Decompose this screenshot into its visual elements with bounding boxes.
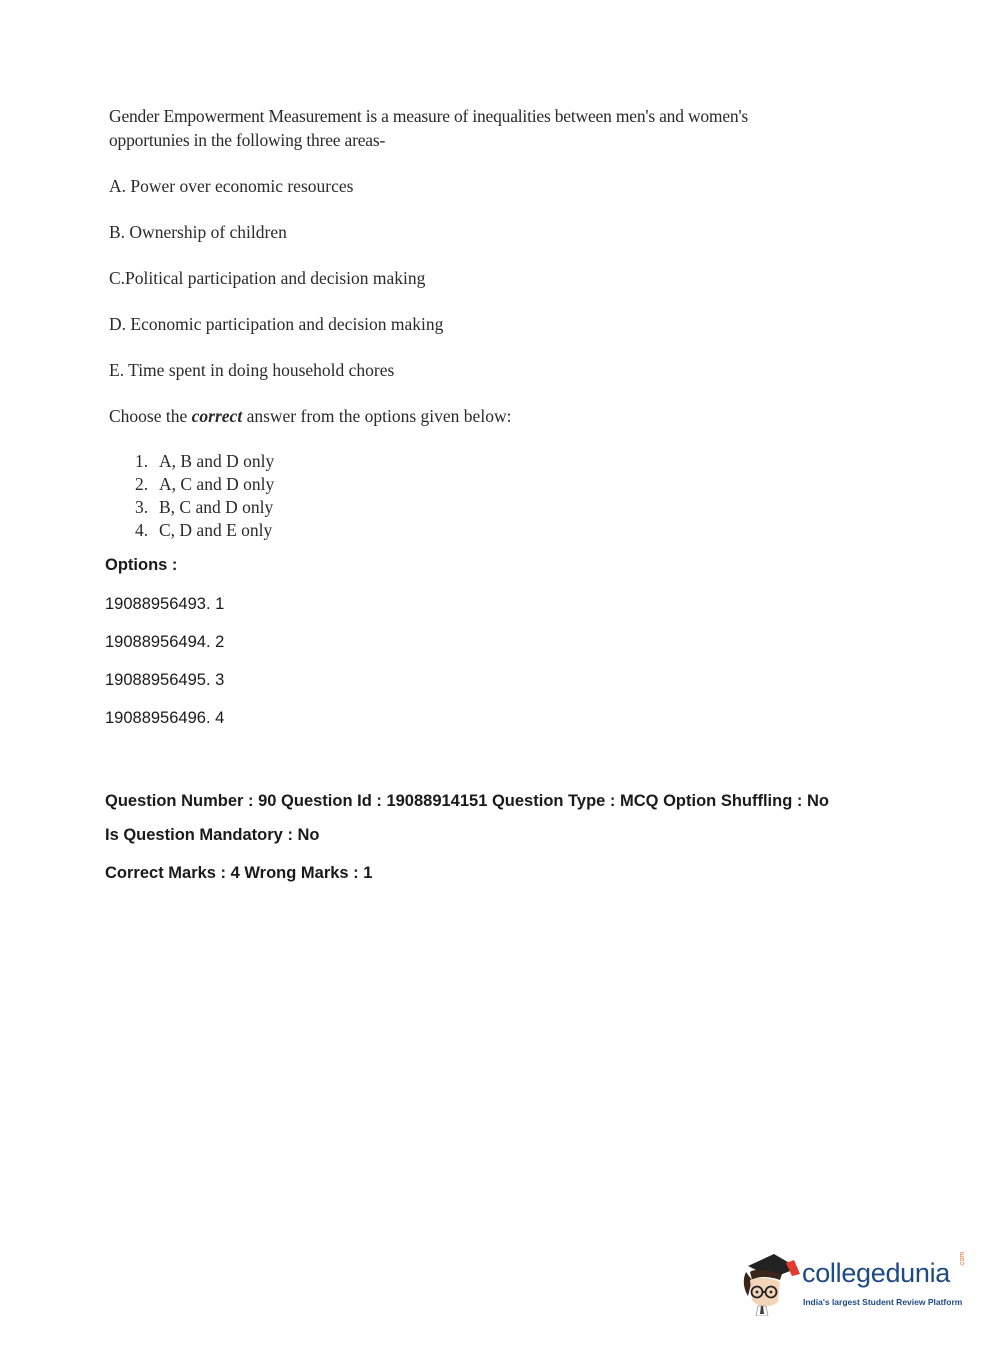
- question-instruction: [109, 404, 749, 428]
- statement-b: B. Ownership of children: [109, 222, 287, 242]
- choice-number: 3.: [135, 497, 149, 517]
- choice-item: [135, 496, 749, 519]
- question-meta-line: Question Number : 90 Question Id : 19088914151 Question Type : MCQ Option Shuffling : No: [105, 792, 829, 810]
- choice-number: 4.: [135, 520, 149, 540]
- choice-list: [135, 450, 749, 542]
- mascot-icon: [740, 1250, 802, 1316]
- instruction-prefix: Choose the: [109, 406, 192, 426]
- option-item-2: 19088956494. 2: [105, 633, 225, 651]
- choice-number: 2.: [135, 474, 149, 494]
- question-mandatory-line: Is Question Mandatory : No: [105, 826, 320, 844]
- choice-item: [135, 519, 749, 542]
- choice-number: 1.: [135, 451, 149, 471]
- statement-e: E. Time spent in doing household chores: [109, 360, 395, 380]
- option-item-4: 19088956496. 4: [105, 709, 225, 727]
- option-item-3: 19088956495. 3: [105, 671, 225, 689]
- logo-wordmark: collegedunia: [802, 1258, 951, 1288]
- choice-text: A, C and D only: [159, 474, 275, 494]
- logo-tagline: India's largest Student Review Platform: [803, 1297, 963, 1307]
- choice-text: C, D and E only: [159, 520, 273, 540]
- choice-text: A, B and D only: [159, 451, 275, 471]
- choice-text: B, C and D only: [159, 497, 274, 517]
- question-stem-line-2: opportunies in the following three areas-: [109, 130, 386, 150]
- question-scan: [109, 104, 749, 542]
- instruction-emphasis: correct: [191, 406, 243, 426]
- statement-a: A. Power over economic resources: [109, 176, 354, 196]
- question-stem-line-1: Gender Empowerment Measurement is a measure of inequalities between men's and women's: [109, 106, 749, 126]
- options-heading: Options :: [105, 556, 178, 574]
- question-marks-line: Correct Marks : 4 Wrong Marks : 1: [105, 864, 373, 882]
- statement-c: C.Political participation and decision making: [109, 268, 426, 288]
- option-item-1: 19088956493. 1: [105, 595, 225, 613]
- choice-item: [135, 473, 749, 496]
- logo-com-suffix: .com: [959, 1251, 966, 1267]
- collegedunia-logo: [740, 1250, 972, 1320]
- statement-d: D. Economic participation and decision making: [109, 314, 444, 334]
- choice-item: [135, 450, 749, 473]
- instruction-suffix: answer from the options given below:: [242, 406, 512, 426]
